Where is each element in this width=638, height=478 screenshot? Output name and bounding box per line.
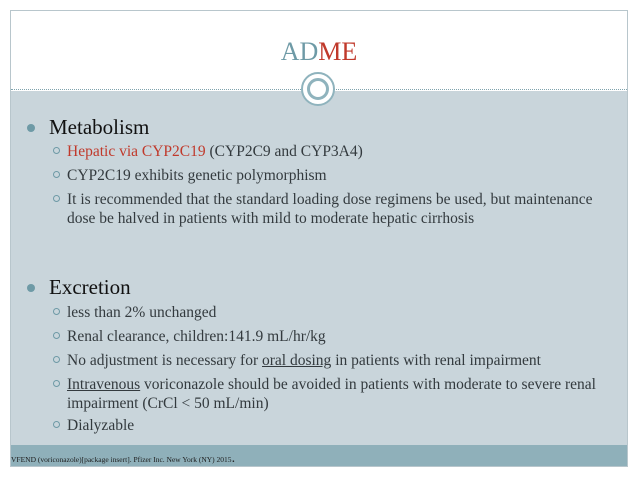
bullet-ring-icon (53, 308, 60, 315)
list-item (53, 375, 613, 413)
citation-text: VFEND (voriconazole)[package insert]. Pfizer Inc. New York (NY) 2015 (11, 455, 232, 464)
adjustment-text-pre: No adjustment is necessary for (67, 352, 262, 369)
bullet-ring-icon (53, 356, 60, 363)
list-item (53, 190, 613, 228)
bullet-dot-icon (27, 284, 35, 292)
cyp-isoforms-text: (CYP2C9 and CYP3A4) (205, 143, 363, 160)
slide-footer (11, 445, 627, 467)
bullet-ring-icon (53, 421, 60, 428)
bullet-ring-icon (53, 171, 60, 178)
intravenous-link[interactable]: Intravenous (67, 376, 141, 393)
slide-title (11, 37, 627, 67)
title-part-ad: AD (280, 37, 319, 66)
list-item (53, 351, 613, 370)
bullet-ring-icon (53, 380, 60, 387)
polymorphism-text: CYP2C19 exhibits genetic polymorphism (67, 167, 327, 184)
slide-content (11, 91, 627, 445)
dose-recommendation-text: It is recommended that the standard loading dose regimens be used, but maintenance dose be halved in patients with mild to moderate hepatic cirrhosis (67, 191, 593, 227)
citation (11, 451, 236, 466)
title-part-me: ME (318, 37, 358, 66)
list-item (53, 327, 613, 346)
bullet-dot-icon (27, 124, 35, 132)
decorative-circle-inner (307, 78, 329, 100)
excretion-heading: Excretion (49, 275, 131, 299)
bullet-ring-icon (53, 147, 60, 154)
list-item (53, 166, 613, 185)
adjustment-text-post: in patients with renal impairment (331, 352, 541, 369)
hepatic-cyp2c19-text: Hepatic via CYP2C19 (67, 143, 206, 160)
metabolism-heading-row (27, 115, 149, 140)
citation-period: . (231, 451, 236, 466)
list-item (53, 416, 613, 435)
list-item (53, 142, 613, 161)
dialyzable-text: Dialyzable (67, 417, 135, 434)
slide (10, 10, 628, 467)
bullet-ring-icon (53, 332, 60, 339)
renal-clearance-text: Renal clearance, children:141.9 mL/hr/kg (67, 328, 326, 345)
list-item (53, 303, 613, 322)
oral-dosing-link[interactable]: oral dosing (262, 352, 332, 369)
bullet-ring-icon (53, 195, 60, 202)
excretion-heading-row (27, 275, 131, 300)
decorative-circle-icon (301, 72, 335, 106)
intravenous-warning-text: voriconazole should be avoided in patients with moderate to severe renal impairment (CrCl < 50 mL/min) (67, 376, 596, 412)
unchanged-text: less than 2% unchanged (67, 304, 217, 321)
metabolism-heading: Metabolism (49, 115, 150, 139)
